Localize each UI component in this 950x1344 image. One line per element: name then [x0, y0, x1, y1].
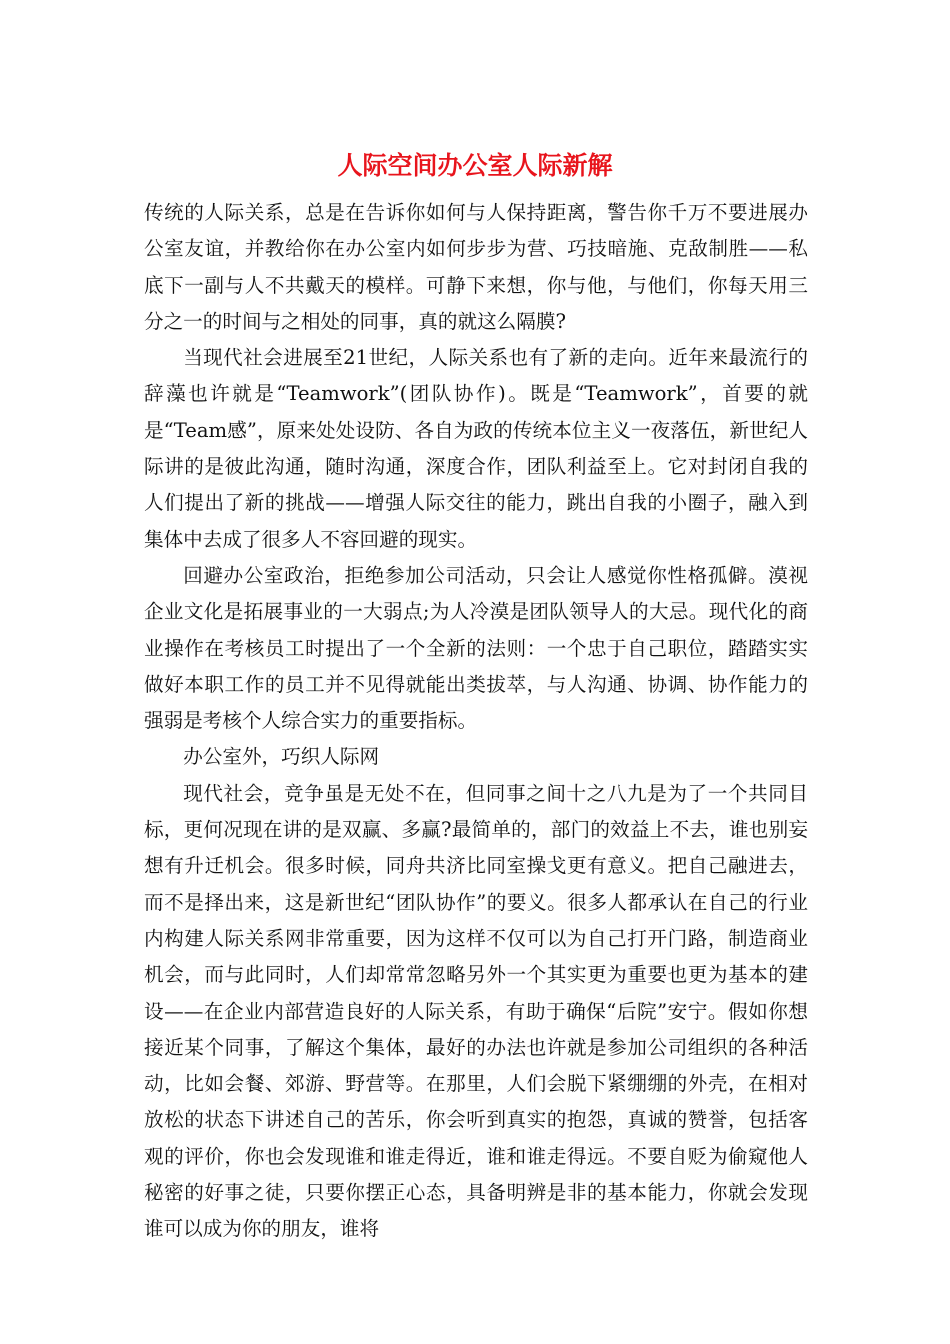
document-body [144, 195, 808, 1248]
paragraph-network: 现代社会，竞争虽是无处不在，但同事之间十之八九是为了一个共同目标，更何况现在讲的是双赢、多赢?最简单的，部门的效益上不去，谁也别妄想有升迁机会。很多时候，同舟共济比同室操戈更有意义。把自己融进去，而不是择出来，这是新世纪“团队协作”的要义。很多人都承认在自己的行业内构建人际关系网非常重要，因为这样不仅可以为自己打开门路，制造商业机会，而与此同时，人们却常常忽略另外一个其实更为重要也更为基本的建设——在企业内部营造良好的人际关系，有助于确保“后院”安宁。假如你想接近某个同事，了解这个集体，最好的办法也许就是参加公司组织的各种活动，比如会餐、郊游、野营等。在那里，人们会脱下紧绷绷的外壳，在相对放松的状态下讲述自己的苦乐，你会听到真实的抱怨，真诚的赞誉，包括客观的评价，你也会发现谁和谁走得近，谁和谁走得远。不要自贬为偷窥他人秘密的好事之徒，只要你摆正心态，具备明辨是非的基本能力，你就会发现谁可以成为你的朋友，谁将 [144, 781, 808, 1241]
paragraph-intro: 传统的人际关系，总是在告诉你如何与人保持距离，警告你千万不要进展办公室友谊，并教给你在办公室内如何步步为营、巧技暗施、克敌制胜——私底下一副与人不共戴天的模样。可静下来想，你与他，与他们，你每天用三分之一的时间与之相处的同事，真的就这么隔膜? [144, 201, 808, 333]
section-heading: 办公室外，巧织人际网 [183, 745, 380, 769]
paragraph-office-politics: 回避办公室政治，拒绝参加公司活动，只会让人感觉你性格孤僻。漠视企业文化是拓展事业的一大弱点;为人冷漠是团队领导人的大忌。现代化的商业操作在考核员工时提出了一个全新的法则：一个忠于自己职位，踏踏实实做好本职工作的员工并不见得就能出类拔萃，与人沟通、协调、协作能力的强弱是考核个人综合实力的重要指标。 [144, 563, 808, 733]
document-title: 人际空间办公室人际新解 [337, 151, 613, 180]
paragraph-teamwork: 当现代社会进展至21世纪，人际关系也有了新的走向。近年来最流行的辞藻也许就是“Teamwork”(团队协作)。既是“Teamwork”，首要的就是“Team感”，原来处处设防、各自为政的传统本位主义一夜落伍，新世纪人际讲的是彼此沟通，随时沟通，深度合作，团队利益至上。它对封闭自我的人们提出了新的挑战——增强人际交往的能力，跳出自我的小圈子，融入到集体中去成了很多人不容回避的现实。 [144, 346, 808, 551]
